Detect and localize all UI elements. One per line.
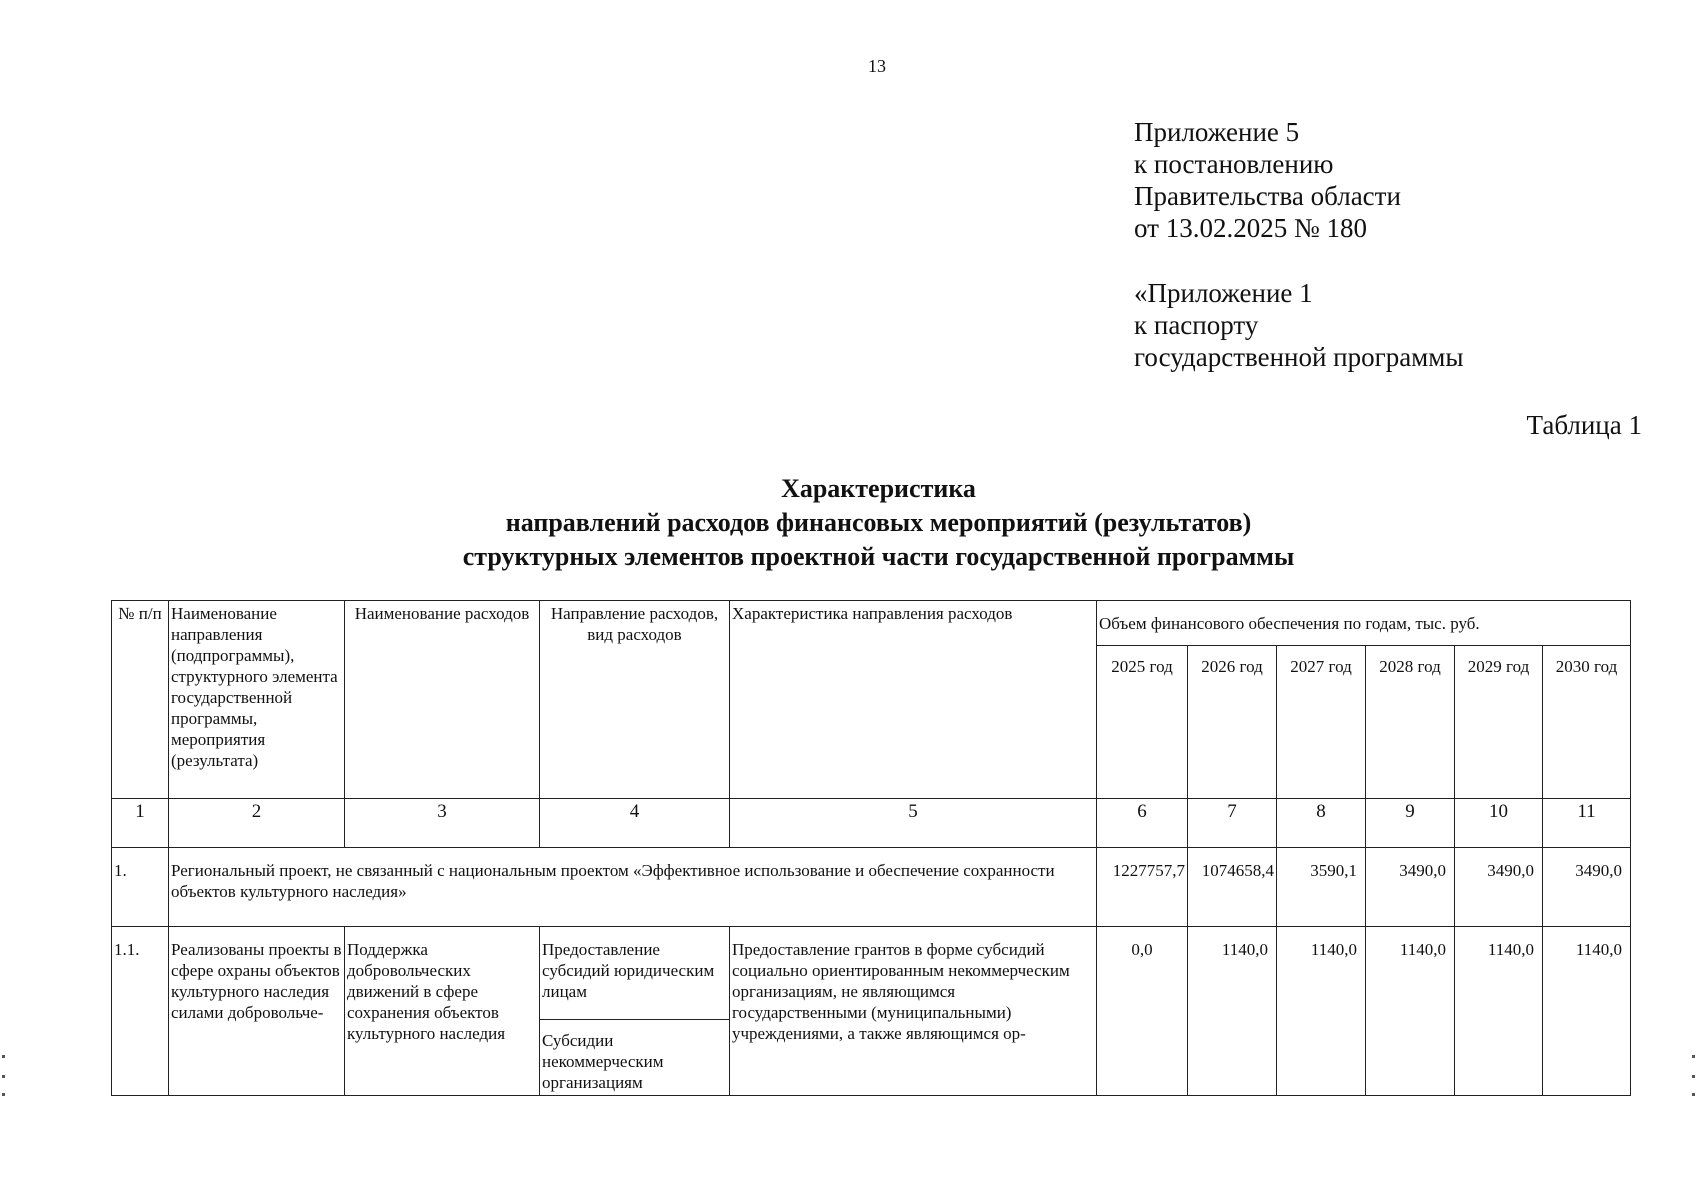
table-row — [112, 927, 1631, 1020]
header-characteristic: Характеристика направления расходов — [730, 601, 1097, 799]
scan-edge-mark — [2, 1093, 5, 1096]
row-value: 1074658,4 — [1188, 848, 1277, 927]
annex-header-line: к постановлению — [1134, 149, 1334, 179]
annex-inner — [1134, 277, 1464, 373]
expense-table — [111, 600, 1631, 1096]
header-year: 2026 год — [1188, 646, 1277, 799]
header-row — [112, 601, 1631, 646]
annex-header — [1134, 116, 1401, 244]
row-value: 1140,0 — [1188, 927, 1277, 1096]
row-num: 1. — [112, 848, 169, 927]
table-label: Таблица 1 — [1526, 410, 1642, 440]
header-expense-name: Наименование расходов — [345, 601, 540, 799]
annex-header-line: от 13.02.2025 № 180 — [1134, 213, 1367, 243]
column-number: 9 — [1366, 799, 1455, 848]
row-value: 0,0 — [1097, 927, 1188, 1096]
header-name: Наименование направления (подпрограммы), структурного элемента государственной программы, мероприятия (результата) — [169, 601, 345, 799]
page-number: 13 — [868, 56, 886, 76]
row-value: 3490,0 — [1366, 848, 1455, 927]
table-row — [112, 848, 1631, 927]
header-year: 2025 год — [1097, 646, 1188, 799]
row-direction: Субсидии некоммерческим организациям — [540, 1020, 730, 1096]
header-year: 2027 год — [1277, 646, 1366, 799]
scan-edge-mark — [2, 1055, 5, 1058]
row-value: 1140,0 — [1277, 927, 1366, 1096]
column-number: 6 — [1097, 799, 1188, 848]
scan-edge-mark — [1692, 1093, 1695, 1096]
column-number: 10 — [1455, 799, 1543, 848]
column-number: 3 — [345, 799, 540, 848]
column-number: 11 — [1543, 799, 1631, 848]
row-num: 1.1. — [112, 927, 169, 1096]
row-value: 1227757,7 — [1097, 848, 1188, 927]
row-value: 3490,0 — [1455, 848, 1543, 927]
scan-edge-mark — [2, 1075, 5, 1078]
column-number: 2 — [169, 799, 345, 848]
annex-inner-line: государственной программы — [1134, 342, 1464, 372]
row-value: 3490,0 — [1543, 848, 1631, 927]
column-number: 7 — [1188, 799, 1277, 848]
header-funding: Объем финансового обеспечения по годам, тыс. руб. — [1097, 601, 1631, 646]
row-value: 1140,0 — [1366, 927, 1455, 1096]
title-line: структурных элементов проектной части государственной программы — [462, 542, 1295, 571]
row-project-text: Региональный проект, не связанный с национальным проектом «Эффективное использование и обеспечение сохранности объектов культурного наследия» — [169, 848, 1097, 927]
row-value: 1140,0 — [1543, 927, 1631, 1096]
scan-edge-mark — [1692, 1055, 1695, 1058]
column-number: 1 — [112, 799, 169, 848]
header-direction: Направление расходов, вид расходов — [540, 601, 730, 799]
column-number-row — [112, 799, 1631, 848]
header-year: 2028 год — [1366, 646, 1455, 799]
column-number: 5 — [730, 799, 1097, 848]
title-line: направлений расходов финансовых мероприятий (результатов) — [505, 508, 1252, 537]
annex-inner-line: к паспорту — [1134, 310, 1259, 340]
row-name: Реализованы проекты в сфере охраны объектов культурного наследия силами добровольче- — [169, 927, 345, 1096]
annex-header-line: Приложение 5 — [1134, 117, 1300, 147]
column-number: 4 — [540, 799, 730, 848]
title-line: Характеристика — [781, 474, 976, 503]
document-title — [0, 472, 1697, 574]
scan-edge-mark — [1692, 1075, 1695, 1078]
column-number: 8 — [1277, 799, 1366, 848]
header-year: 2030 год — [1543, 646, 1631, 799]
row-value: 3590,1 — [1277, 848, 1366, 927]
row-direction: Предоставление субсидий юридическим лицам — [540, 927, 730, 1020]
header-num: № п/п — [112, 601, 169, 799]
row-expense-name: Поддержка добровольческих движений в сфере сохранения объектов культурного наследия — [345, 927, 540, 1096]
header-year: 2029 год — [1455, 646, 1543, 799]
annex-inner-line: «Приложение 1 — [1134, 278, 1313, 308]
row-value: 1140,0 — [1455, 927, 1543, 1096]
row-characteristic: Предоставление грантов в форме субсидий социально ориентированным некоммерческим организациям, не являющимся государственными (муниципальными) учреждениями, а также являющимся ор- — [730, 927, 1097, 1096]
annex-header-line: Правительства области — [1134, 181, 1401, 211]
